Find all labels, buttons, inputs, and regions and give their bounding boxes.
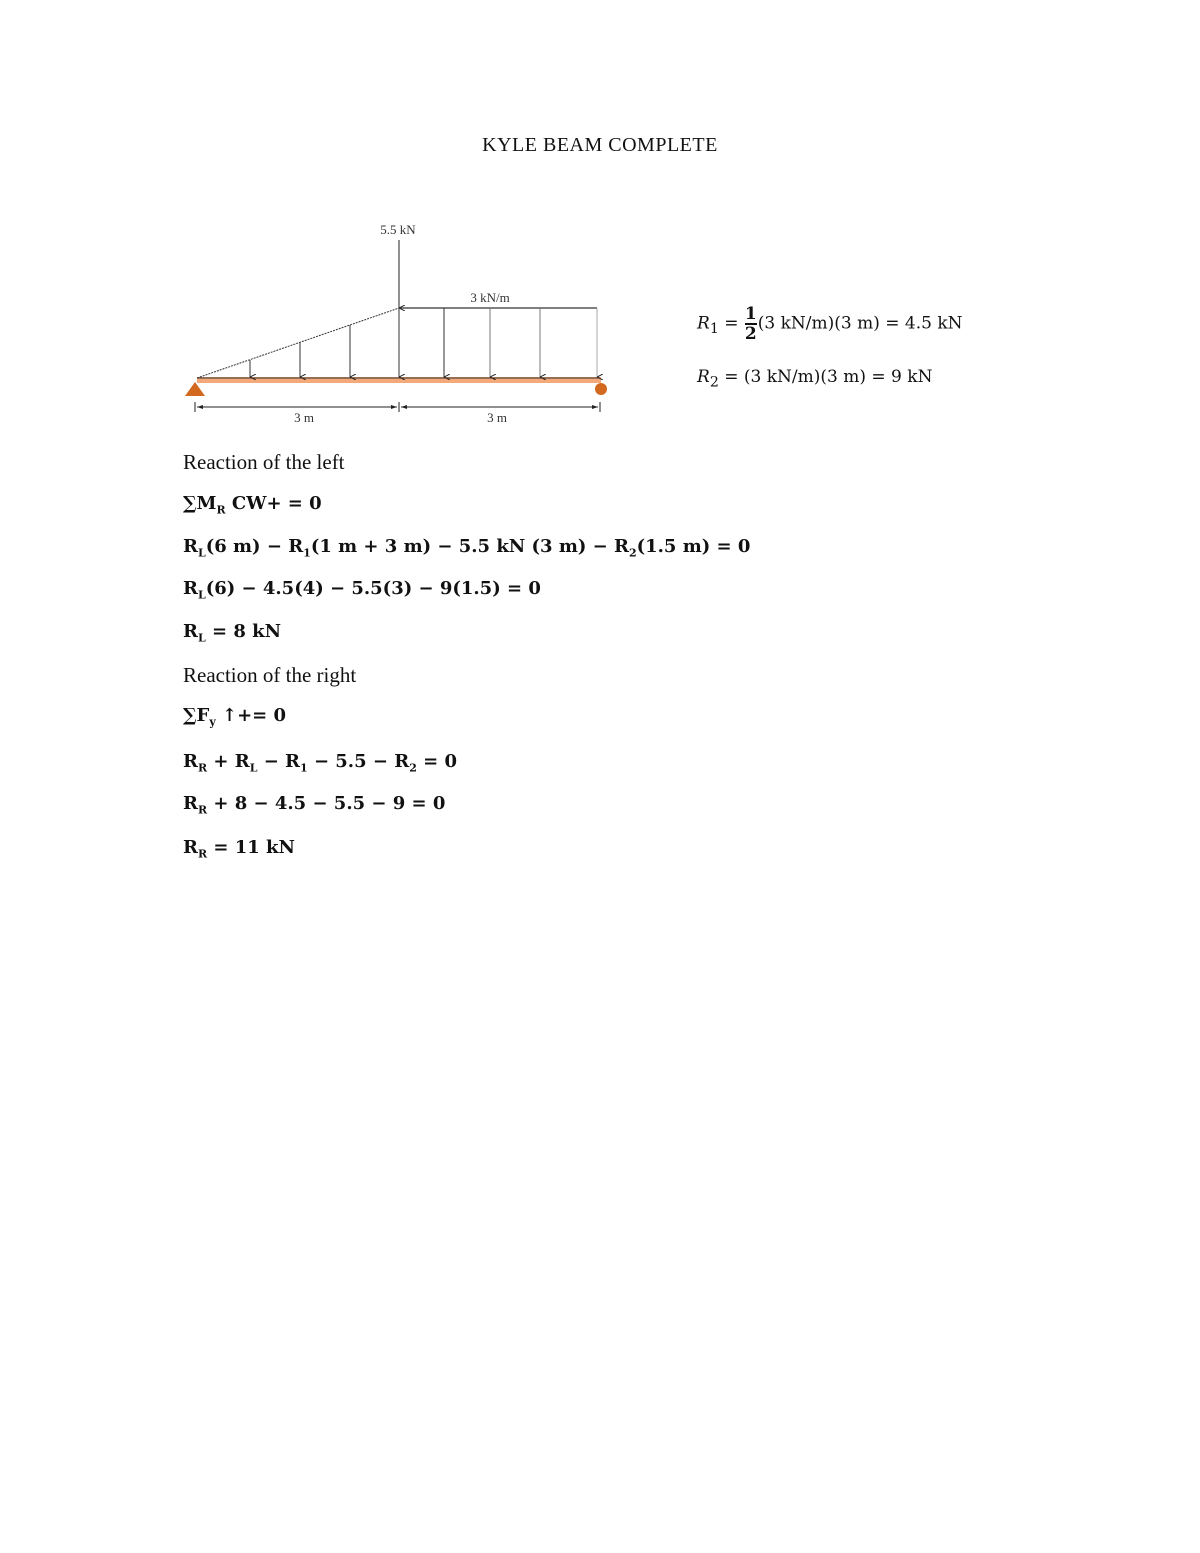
equation-line [183,705,286,729]
equation-term: − 5.5 − R [307,751,410,772]
equation-line [183,621,281,645]
section-heading: Reaction of the right [183,663,357,687]
subscript: 1 [303,546,311,560]
equation-term: R [183,621,198,642]
subscript: y [209,715,216,729]
equation-term: + R [207,751,250,772]
r2-subscript: 2 [709,374,719,391]
subscript: 1 [300,761,308,775]
r1-symbol: R [697,313,710,334]
denominator: 2 [744,324,757,344]
equation-line [183,578,541,602]
subscript: 2 [409,761,417,775]
point-load-label: 5.5 kN [380,222,416,237]
equation-line [183,493,322,517]
section-heading: Reaction of the left [183,450,345,474]
r2-symbol: R [697,367,710,387]
equation-term: + 8 − 4.5 − 5.5 − 9 = 0 [207,793,446,814]
r2-rhs: = (3 kN/m)(3 m) = 9 kN [718,367,933,387]
subscript: R [216,503,226,517]
equation-term: = 0 [416,751,457,772]
equals: = [718,313,744,334]
equation-term: (1.5 m) = 0 [636,536,751,557]
equation-line [183,837,295,861]
equation-term: R [183,578,198,599]
subscript: R [197,803,208,817]
subscript: 2 [628,546,637,560]
equation-term: ↑+= 0 [215,705,287,726]
equation-term: = 11 kN [207,837,295,858]
equation-term: R [183,793,198,814]
equation-line [183,751,457,775]
subscript: R [197,847,208,861]
r1-equation [697,305,963,343]
equation-term: CW+ = 0 [225,493,322,514]
subscript: R [197,761,208,775]
equation-term: R [183,536,198,557]
r2-equation [697,367,932,390]
equation-term: (1 m + 3 m) − 5.5 kN (3 m) − R [310,536,629,557]
triangular-load-edge [197,308,399,378]
equation-term: R [183,837,198,858]
r1-subscript: 1 [709,320,719,337]
numerator: 1 [744,304,757,324]
equation-term: ∑F [183,705,210,726]
subscript: L [197,631,206,645]
subscript: L [197,546,206,560]
span-right-label: 3 m [487,410,507,425]
load-arrows [250,308,597,377]
equation-line [183,793,445,817]
subscript: L [249,761,258,775]
pin-support-icon [185,382,205,396]
subscript: L [197,588,206,602]
equation-term: R [183,751,198,772]
roller-support-icon [595,383,607,395]
equation-term: (6 m) − R [205,536,304,557]
span-left-label: 3 m [294,410,314,425]
page-title: KYLE BEAM COMPLETE [482,134,718,156]
equation-term: − R [257,751,301,772]
equation-term: = 8 kN [205,621,282,642]
equation-term: (6) − 4.5(4) − 5.5(3) − 9(1.5) = 0 [205,578,541,599]
r1-rhs: (3 kN/m)(3 m) = 4.5 kN [757,313,963,334]
equation-line [183,536,750,560]
distributed-load-label: 3 kN/m [470,290,510,305]
fraction [745,305,757,343]
equation-term: ∑M [183,493,217,514]
dimension-lines [195,402,600,412]
beam-diagram [0,0,1200,440]
